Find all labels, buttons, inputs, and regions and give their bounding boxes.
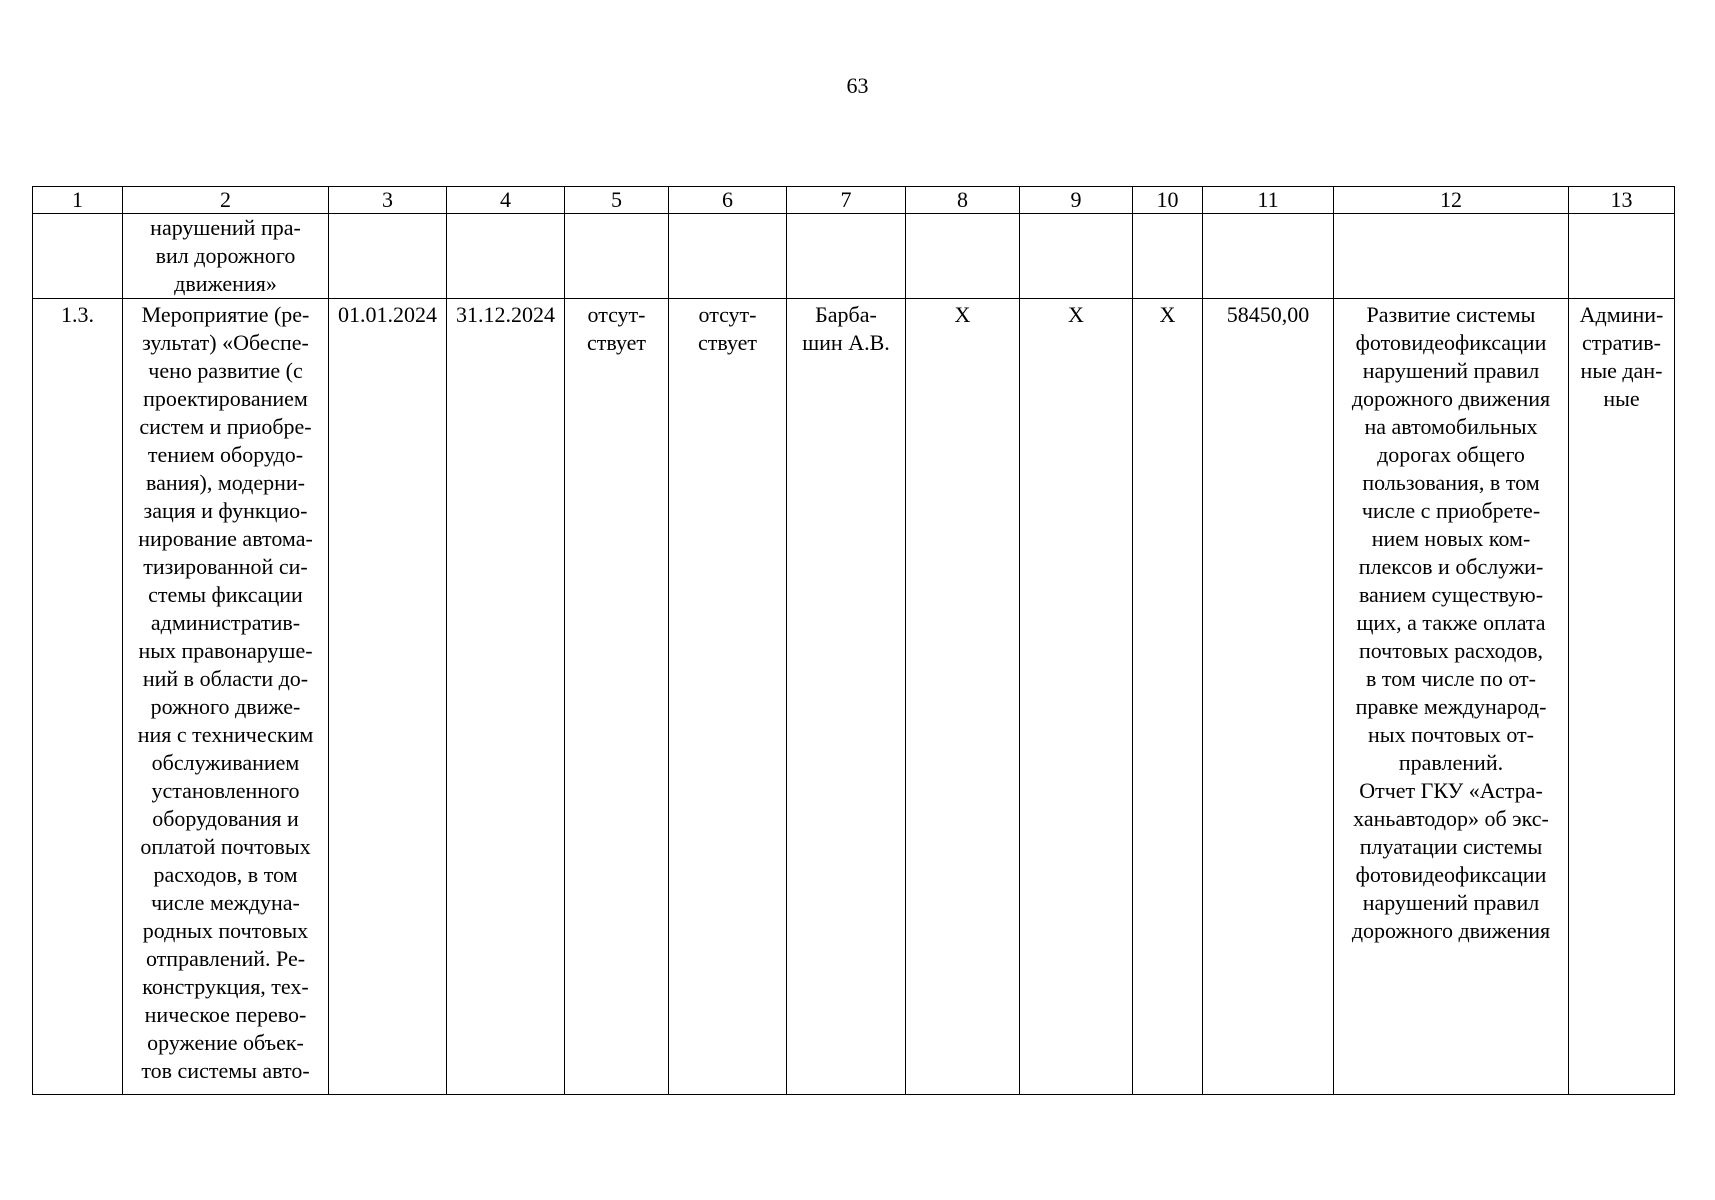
cont-cell-9 <box>1020 214 1133 299</box>
cont-cell-2: нарушений пра- вил дорожного движения» <box>123 214 329 299</box>
header-cell-13: 13 <box>1569 187 1675 214</box>
end-date-cell: 31.12.2024 <box>447 299 565 1095</box>
header-cell-11: 11 <box>1203 187 1334 214</box>
header-cell-6: 6 <box>669 187 787 214</box>
header-cell-9: 9 <box>1020 187 1133 214</box>
cont-cell-1 <box>33 214 123 299</box>
cont-cell-4 <box>447 214 565 299</box>
cell-9: Х <box>1020 299 1133 1095</box>
start-date-cell: 01.01.2024 <box>329 299 447 1095</box>
measure-name-cell: Мероприятие (ре- зультат) «Обеспе- чено развитие (с проектированием систем и приобре- тением оборудо- вания), модерни- зация и функцио- нирование автома- тизированной си- стемы фиксации административ- ных правонаруше- ний в области до- рожного движе- ния с техническим обслуживанием установленного оборудования и оплатой почтовых расходов, в том числе междуна- родных почтовых отправлений. Ре- конструкция, тех- ническое перево- оружение объек- тов системы авто- <box>123 299 329 1095</box>
result-description-cell: Развитие системы фотовидеофиксации нарушений правил дорожного движения на автомобильных дорогах общего пользования, в том числе с приобрете- нием новых ком- плексов и обслужи- ванием существую- щих, а также оплата почтовых расходов, в том числе по от- правке международ- ных почтовых от- правлений. Отчет ГКУ «Астра- ханьавтодор» об экс- плуатации системы фотовидеофиксации нарушений правил дорожного движения <box>1334 299 1569 1095</box>
data-source-cell: Админи- стратив- ные дан- ные <box>1569 299 1675 1095</box>
table-row <box>33 299 1675 1095</box>
header-cell-1: 1 <box>33 187 123 214</box>
header-cell-3: 3 <box>329 187 447 214</box>
cont-cell-5 <box>565 214 669 299</box>
cell-6: отсут- ствует <box>669 299 787 1095</box>
cont-cell-12 <box>1334 214 1569 299</box>
page-number: 63 <box>846 73 869 98</box>
continuation-row <box>33 214 1675 299</box>
cont-cell-6 <box>669 214 787 299</box>
cont-cell-8 <box>906 214 1020 299</box>
cell-8: Х <box>906 299 1020 1095</box>
measures-table <box>32 186 1675 1095</box>
responsible-cell: Барба- шин А.В. <box>787 299 906 1095</box>
header-cell-5: 5 <box>565 187 669 214</box>
cont-cell-3 <box>329 214 447 299</box>
cont-cell-11 <box>1203 214 1334 299</box>
header-cell-12: 12 <box>1334 187 1569 214</box>
cont-cell-13 <box>1569 214 1675 299</box>
header-cell-10: 10 <box>1133 187 1203 214</box>
header-cell-8: 8 <box>906 187 1020 214</box>
cont-cell-10 <box>1133 214 1203 299</box>
header-cell-2: 2 <box>123 187 329 214</box>
cell-10: Х <box>1133 299 1203 1095</box>
amount-cell: 58450,00 <box>1203 299 1334 1095</box>
header-cell-7: 7 <box>787 187 906 214</box>
cell-5: отсут- ствует <box>565 299 669 1095</box>
header-row <box>33 187 1675 214</box>
row-number-cell: 1.3. <box>33 299 123 1095</box>
cont-cell-7 <box>787 214 906 299</box>
header-cell-4: 4 <box>447 187 565 214</box>
